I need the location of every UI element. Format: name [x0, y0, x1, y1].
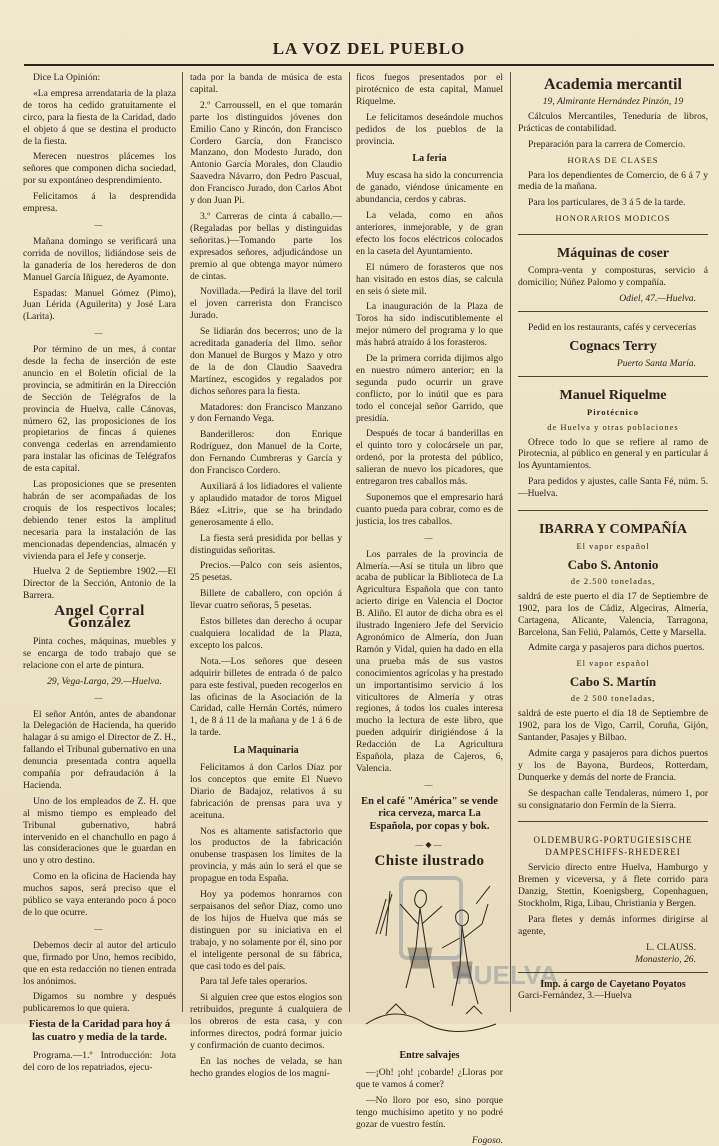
- column-4-ads: [518, 72, 708, 1007]
- masthead: [24, 34, 714, 66]
- paragraph: Para fletes y demás informes dirigirse al agente,: [518, 914, 708, 938]
- paragraph: Matadores: don Francisco Manzano y don Fernando Vega.: [190, 402, 342, 426]
- paragraph: Precios.—Palco con seis asientos, 25 pesetas.: [190, 560, 342, 584]
- paragraph: Para pedidos y ajustes, calle Santa Fé, núm. 5.—Huelva.: [518, 476, 708, 500]
- paragraph: Billete de caballero, con opción á llevar cuatro señoras, 5 pesetas.: [190, 588, 342, 612]
- paragraph: El señor Antón, antes de abandonar la Delegación de Hacienda, ha querido halagar á su amigo el Director de Z. H., fallando el Tribunal gubernativo en una denuncia presentada contra aquella compañía por defraudación á la Hacienda.: [23, 709, 176, 792]
- paragraph: La velada, como en años anteriores, inmejorable, y de gran efecto los focos eléctricos colocados en la caseta del Ayuntamiento.: [356, 210, 503, 258]
- ad-line: El vapor español: [518, 658, 708, 670]
- paragraph: 3.º Carreras de cinta á caballo.—(Regaladas por bellas y distinguidas señoritas.)—Tomando parte los expresados señores, adjudicándose un premio al que obtenga mayor número de cintas.: [190, 211, 342, 282]
- separator: —: [356, 779, 503, 791]
- section-heading: La feria: [356, 153, 503, 165]
- paragraph: Preparación para la carrera de Comercio.: [518, 139, 708, 151]
- paragraph: Admite carga y pasajeros para dichos puertos y los de Bayona, Burdeos, Rotterdam, Dunquerke y demás del norte de Francia.: [518, 748, 708, 784]
- ad-oldemburg: [518, 828, 708, 972]
- signature: Fogoso.: [356, 1135, 503, 1146]
- paragraph: Felicitamos á don Carlos Díaz por los conceptos que emite El Nuevo Diario de Badajoz, relativos á su fabricación de prensas para uva y aceituna.: [190, 762, 342, 822]
- paragraph: Le felicitamos deseándole muchos pedidos de los pueblos de la provincia.: [356, 112, 503, 148]
- paragraph: Servicio directo entre Huelva, Hamburgo y Bremen y viceversa, y á flete corrido para Danzig, Stettin, Koenigsberg, Copenhaguen, Stockholm, Riga, Libau, Christiania y Bergen.: [518, 862, 708, 910]
- cartoon-caption: Entre salvajes: [356, 1050, 503, 1062]
- paragraph: Los parrales de la provincia de Almería.—Así se titula un libro que acaba de publicar la Biblioteca de La Agricultura Española que con tanto acierto dirige en Valencia el Doctor B. Aliño. El autor de dicha obra es el ilustrado Ingeniero Jefe del Servicio Agronómico de Almería, don Juan Ramón y Vidal, quien ha dado en ella una prueba más de sus vastos conocimientos agrícolas y ha prestado un importantísimo servicio á los viticultores de Almería y otras regiones, á todos los cuales interesa mucho la lectura de este libro, que pueden adquirir dirigiéndose á la Redacción de La Agricultura Española, plaza de Cajeros, 6, Valencia.: [356, 549, 503, 775]
- paragraph: La fiesta será presidida por bellas y distinguidas señoritas.: [190, 533, 342, 557]
- paragraph: Mañana domingo se verificará una corrida de novillos, lidiándose seis de la ganadería de los herederos de don Manuel García Iñiguez, de Ayamonte.: [23, 236, 176, 284]
- ad-title: OLDEMBURG-PORTUGIESISCHE DAMPESCHIFFS-RHEDEREI: [518, 835, 708, 859]
- ad-line: El vapor español: [518, 541, 708, 553]
- imprint-address: Garci-Fernández, 3.—Huelva: [518, 990, 708, 1002]
- separator: —: [23, 219, 176, 231]
- ad-place: Puerto Santa María.: [518, 358, 708, 370]
- paragraph: De la primera corrida dijimos algo en nuestro número anterior; en la segunda pudo ocurrir un grave conflicto, por lo inútil que es para todo el concejal señor Garrido, que presidía.: [356, 353, 503, 424]
- paragraph: saldrá de este puerto el día 18 de Septiembre de 1902, para los de Vigo, Carril, Coruña, Gijón, Santander, Pasajes y Bilbao.: [518, 708, 708, 744]
- paragraph: Ofrece todo lo que se refiere al ramo de Pirotecnia, al público en general y en particular á los Ayuntamientos.: [518, 437, 708, 473]
- separator: —: [23, 692, 176, 704]
- ad-title: Manuel Riquelme: [518, 387, 708, 404]
- column-rule: [182, 72, 183, 1012]
- paragraph: Hoy ya podemos honrarnos con serpaisanos del señor Diaz, como uno de los hijos de Huelva que más se distinguen por su iniciativa en el trabajo, y no solamente por él, sino por el inteligente personal de su fábrica, que casi todo es del país.: [190, 889, 342, 972]
- separator: —: [23, 327, 176, 339]
- column-1: [23, 72, 176, 1007]
- paragraph: Como en la oficina de Hacienda hay muchos sapos, será preciso que el público se vaya enterando poco á poco de lo que ocurre.: [23, 871, 176, 919]
- ad-subheading: HORAS DE CLASES: [518, 155, 708, 167]
- section-heading: La Maquinaria: [190, 745, 342, 757]
- paragraph: Estos billetes dan derecho á ocupar cualquiera localidad de la Plaza, excepto los palcos.: [190, 616, 342, 652]
- paragraph: Auxiliará á los lidiadores el valiente y aplaudido matador de toros Miguel Báez «Litri», que se ha brindado generosamente á ello.: [190, 481, 342, 529]
- paragraph: Felicitamos á la desprendida empresa.: [23, 191, 176, 215]
- ad-maquinas: [518, 241, 708, 312]
- ad-academia: [518, 72, 708, 235]
- paragraph: Si alguien cree que estos elogios son retribuidos, pregunte á cualquiera de los obreros de esta casa, y con informes directos, podrá formar juicio y confirmación de cuanto decimos.: [190, 992, 342, 1052]
- paragraph: Compra-venta y composturas, servicio á domicilio; Núñez Palomo y compañía.: [518, 265, 708, 289]
- column-rule: [510, 72, 511, 1012]
- paragraph: saldrá de este puerto el día 17 de Septiembre de 1902, para los de Cádiz, Algeciras, Almería, Cartagena, Alicante, Valencia, Tarragona, Barcelona, San Feliú, Palamós, Cette y Marsella.: [518, 591, 708, 639]
- paragraph: Se despachan calle Tendaleras, número 1, por su consignatario don Fermín de la Sierra.: [518, 788, 708, 812]
- paragraph: Suponemos que el empresario hará cuanto pueda para cobrar, como es de justicia, los tres caballos.: [356, 492, 503, 528]
- ad-address: 19, Almirante Hernández Pinzón, 19: [518, 96, 708, 108]
- ad-title: Cognacs Terry: [518, 338, 708, 355]
- paragraph: Debemos decir al autor del articulo que, firmado por Uno, hemos recibido, que en esta redacción no tienen entrada los anónimos.: [23, 940, 176, 988]
- paragraph: Nos es altamente satisfactorio que los productos de la fabricación onubense traspasen los límites de la provincia, y más aún lo será el que se propague en toda España.: [190, 826, 342, 886]
- ship-name: Cabo S. Martín: [518, 673, 708, 690]
- ad-cognacs: [518, 318, 708, 377]
- paragraph: tada por la banda de música de esta capital.: [190, 72, 342, 96]
- cafe-ad: En el café "América" se vende rica cerveza, marca La Española, por copas y bok.: [356, 796, 503, 834]
- paragraph: Uno de los empleados de Z. H. que al mismo tiempo es empleado del Tribunal gubernativo, habrá intervenido en el chanchullo en pago á las consideraciones que le guardan en uno y otro destino.: [23, 796, 176, 867]
- column-3: [356, 72, 503, 1007]
- separator: —: [23, 923, 176, 935]
- paragraph: Pinta coches, máquinas, muebles y se encarga de todo trabajo que se relacione con el arte de pintura.: [23, 636, 176, 672]
- paragraph: Programa.—1.º Introducción: Jota del coro de los repatriados, ejecu-: [23, 1050, 176, 1074]
- ad-agent: L. CLAUSS.: [518, 942, 708, 954]
- paragraph: Nota.—Los señores que deseen adquirir billetes de entrada ó de palco para este festival, pueden recogerlos en las oficinas de la Asociación de la Caridad, calle Hernán Cortés, número 1, de 8 á 11 de la mañana y de 1 á 6 de la tarde.: [190, 656, 342, 739]
- ship-name: Cabo S. Antonio: [518, 556, 708, 573]
- imprint: [518, 979, 708, 1003]
- cartoon-title: Chiste ilustrado: [356, 856, 503, 868]
- ad-subheading: HONORARIOS MODICOS: [518, 213, 708, 225]
- paragraph: Para los dependientes de Comercio, de 6 á 7 y media de la mañana.: [518, 170, 708, 194]
- paragraph: En las noches de velada, se han hecho grandes elogios de los magní-: [190, 1056, 342, 1080]
- paragraph: Las proposiciones que se presenten habrán de ser acompañadas de los croquis de los respectivos locales; debiendo tener estos la amplitud necesaria para la instalación de las mencionadas dependencias, almacén y vivienda para el Jefe y conserje.: [23, 479, 176, 562]
- separator: —: [356, 532, 503, 544]
- paragraph: Novillada.—Pedirá la llave del toril el joven carrerista don Francisco Jurado.: [190, 286, 342, 322]
- ad-address: Monasterio, 26.: [518, 954, 708, 966]
- paragraph: Para los particulares, de 3 á 5 de la tarde.: [518, 197, 708, 209]
- paragraph: Se lidiarán dos becerros; uno de la acreditada ganadería del Ilmo. señor don Manuel de Burgos y Mazo y otro de la de don Claudio Saavedra Martínez, escogidos y regalados por dichos señores para la fiesta.: [190, 326, 342, 397]
- ad-title: Máquinas de coser: [518, 245, 708, 262]
- ad-line: de 2 500 toneladas,: [518, 693, 708, 705]
- ad-line: de 2.500 toneladas,: [518, 576, 708, 588]
- ad-ibarra: [518, 517, 708, 822]
- address: 29, Vega-Larga, 29.—Huelva.: [23, 676, 176, 688]
- section-heading: Fiesta de la Caridad para hoy á las cuatro y media de la tarde.: [23, 1019, 176, 1044]
- paragraph: Merecen nuestros plácemes los señores que componen dicha sociedad, por su expontáneo desprendimiento.: [23, 151, 176, 187]
- ad-address: Odiel, 47.—Huelva.: [518, 293, 708, 305]
- newspaper-title: LA VOZ DEL PUEBLO: [24, 34, 714, 64]
- paragraph: Pedid en los restaurants, cafés y cervecerías: [518, 322, 708, 334]
- column-rule: [349, 72, 350, 1012]
- ad-title: Academia mercantil: [518, 76, 708, 93]
- paragraph: Cálculos Mercantiles, Teneduría de libros, Prácticas de contabilidad.: [518, 111, 708, 135]
- imprint-title: Imp. á cargo de Cayetano Poyatos: [518, 979, 708, 991]
- ad-title: IBARRA Y COMPAÑÍA: [518, 521, 708, 538]
- paragraph: Muy escasa ha sido la concurrencia de ganado, viéndose únicamente en abundancia, cerdos y cabras.: [356, 170, 503, 206]
- paragraph: ficos fuegos presentados por el pirotécnico de esta capital, Manuel Riquelme.: [356, 72, 503, 108]
- paragraph: Dice La Opinión:: [23, 72, 176, 84]
- column-2: [190, 72, 342, 1007]
- paragraph: —¡Oh! ¡oh! ¡cobarde! ¿Lloras por que te vamos á comer?: [356, 1067, 503, 1091]
- paragraph: Después de tocar á banderillas en el quinto toro y colocársele un par, ordenó, por la protesta del público, salieran de nuevo los picadores, que entregaron tres caballos más.: [356, 428, 503, 488]
- paragraph: —No lloro por eso, sino porque tengo muchísimo apetito y no podré gozar de vuestro festín.: [356, 1095, 503, 1131]
- paragraph: Dígamos su nombre y después publicaremos lo que quiera.: [23, 991, 176, 1015]
- paragraph: Por término de un mes, á contar desde la fecha de inserción de este anuncio en el Boletín oficial de la provincia, se admitirán en la Dirección de Sección de Telégrafos de la provincia de Huelva, calle Cánovas, número 62, las proposiciones de los propietarios de fincas á quienes convenga cederlas en arrendamiento para instalar las oficinas de Telégrafos de esta capital.: [23, 344, 176, 475]
- paragraph: La inauguración de la Plaza de Toros ha sido indiscutiblemente el mejor número del programa y lo que más habrá atraído á los forasteros.: [356, 301, 503, 349]
- paragraph: «La empresa arrendataria de la plaza de toros ha cedido gratuitamente el circo, para la fiesta de la Caridad, dado el objeto á que se destina el producto de la fiesta.: [23, 88, 176, 148]
- paragraph: Admite carga y pasajeros para dichos puertos.: [518, 642, 708, 654]
- paragraph: Para tal Jefe tales operarios.: [190, 976, 342, 988]
- paragraph: El número de forasteros que nos han visitado en estos días, se calcula en seis ó siete mil.: [356, 262, 503, 298]
- paragraph: Banderilleros: don Enrique Rodríguez, don Manuel de la Corte, don Fernando Cumbreras y García y don Francisco Cordero.: [190, 429, 342, 477]
- ad-riquelme: [518, 383, 708, 511]
- ad-subheading: de Huelva y otras poblaciones: [518, 422, 708, 434]
- ad-heading: Angel Corral González: [23, 606, 176, 630]
- paragraph: 2.º Carroussell, en el que tomarán parte los distinguidos jóvenes don Emilio Cano y Rincón, don Francisco Cordero García, don Francisco Manzano, don Modesto Jurado, don Antonio García Morales, don Claudio Saavedra Návarro, don Pedro Pascual, don Francisco Jurado, don Carlos Abot y don Juan Pi.: [190, 100, 342, 207]
- paragraph: Espadas: Manuel Gómez (Pimo), Juan Lérida (Aguilerita) y José Lara (Larita).: [23, 288, 176, 324]
- paragraph: Huelva 2 de Septiembre 1902.—El Director de la Sección, Antonio de la Barrera.: [23, 566, 176, 602]
- stamp-text: HUELVA: [455, 960, 558, 990]
- separator: —◆—: [356, 839, 503, 851]
- ad-subheading: Pirotécnico: [518, 407, 708, 419]
